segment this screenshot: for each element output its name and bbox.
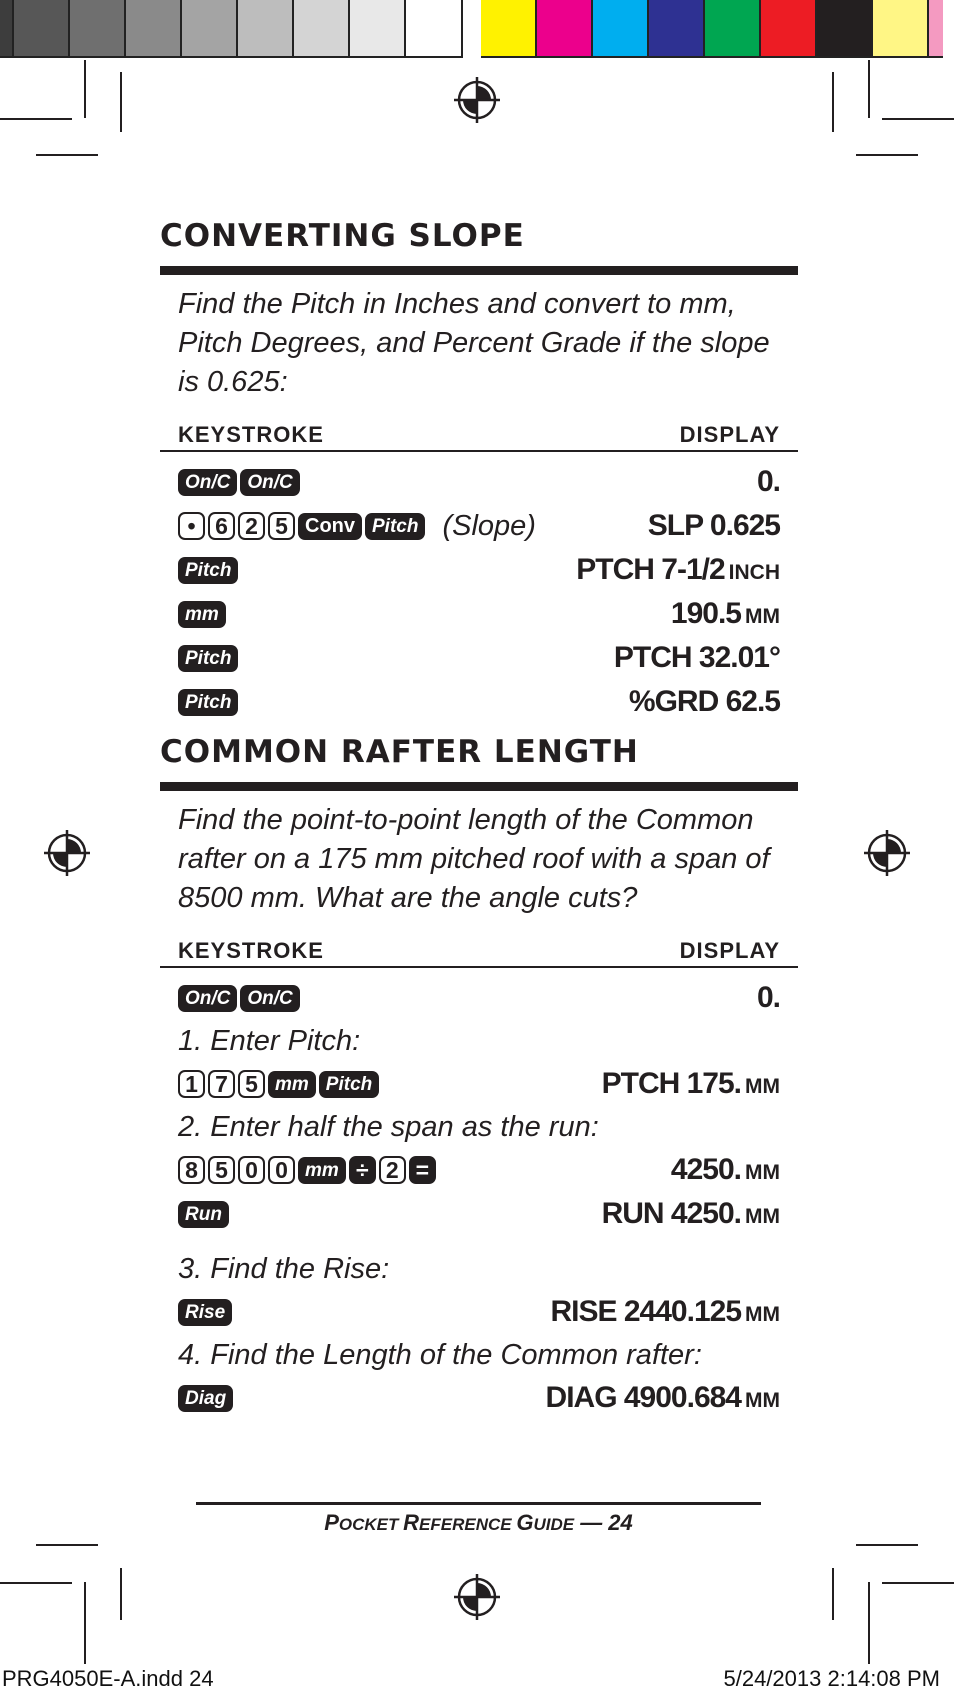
crop-mark bbox=[120, 72, 122, 132]
keystroke-row bbox=[160, 1192, 798, 1236]
display-value: 0. bbox=[756, 465, 780, 498]
color-bar bbox=[0, 0, 954, 60]
display-number: DIAG 4900.684 bbox=[545, 1381, 741, 1414]
registration-mark-icon bbox=[863, 829, 911, 877]
crop-mark bbox=[882, 118, 954, 120]
swatch bbox=[70, 0, 126, 58]
slope-note: (Slope) bbox=[442, 509, 536, 542]
crop-mark bbox=[882, 1582, 954, 1584]
page-content bbox=[160, 218, 798, 1420]
crop-mark bbox=[832, 72, 834, 132]
step-label: 4. Find the Length of the Common rafter: bbox=[178, 1339, 702, 1371]
step-label: 2. Enter half the span as the run: bbox=[178, 1111, 599, 1143]
on-c-key: On/C bbox=[178, 985, 237, 1012]
digit-key: 7 bbox=[208, 1070, 235, 1098]
display-unit: MM bbox=[745, 1161, 780, 1184]
display-header: DISPLAY bbox=[679, 422, 780, 447]
key-sequence bbox=[178, 469, 300, 496]
swatch bbox=[238, 0, 294, 58]
registration-mark-icon bbox=[453, 1573, 501, 1621]
keystroke-row bbox=[160, 1376, 798, 1420]
swatch bbox=[593, 0, 649, 58]
footer-word: P bbox=[324, 1510, 339, 1535]
diag-key: Diag bbox=[178, 1385, 233, 1412]
page-footer bbox=[196, 1510, 761, 1536]
digit-key: 8 bbox=[178, 1156, 205, 1184]
display-number: RISE 2440.125 bbox=[550, 1295, 741, 1328]
mm-key: mm bbox=[268, 1071, 316, 1098]
crop-mark bbox=[120, 1568, 122, 1620]
display-value: 0. bbox=[756, 981, 780, 1014]
section-title: CONVERTING SLOPE bbox=[160, 218, 525, 254]
footer-word: G bbox=[516, 1510, 534, 1535]
display-value bbox=[546, 1381, 780, 1415]
table-header bbox=[160, 938, 798, 964]
crop-mark bbox=[832, 1568, 834, 1620]
keystroke-header: KEYSTROKE bbox=[178, 422, 324, 447]
crop-mark bbox=[868, 60, 870, 118]
footer-word: R bbox=[403, 1510, 420, 1535]
page-number: — 24 bbox=[574, 1510, 633, 1535]
display-number: PTCH 175. bbox=[601, 1067, 741, 1100]
display-value: PTCH 32.01° bbox=[613, 641, 780, 674]
on-c-key: On/C bbox=[240, 469, 299, 496]
key-sequence bbox=[178, 1156, 436, 1184]
digit-key: 6 bbox=[208, 512, 235, 540]
display-number: 190.5 bbox=[670, 597, 741, 630]
display-number: 4250. bbox=[670, 1153, 741, 1186]
digit-key: 2 bbox=[238, 512, 265, 540]
swatch bbox=[0, 0, 14, 58]
section-title: COMMON RAFTER LENGTH bbox=[160, 734, 639, 770]
swatch bbox=[481, 0, 537, 58]
section-rule bbox=[160, 782, 798, 791]
mm-key: mm bbox=[178, 601, 226, 628]
problem-statement: Find the Pitch in Inches and convert to mm, Pitch Degrees, and Percent Grade if the slope is 0.625: bbox=[178, 288, 770, 398]
footer-word: UIDE bbox=[533, 1515, 575, 1534]
crop-mark bbox=[856, 1544, 918, 1546]
key-sequence bbox=[178, 689, 238, 716]
display-header: DISPLAY bbox=[679, 938, 780, 963]
display-unit: MM bbox=[745, 605, 780, 628]
on-c-key: On/C bbox=[240, 985, 299, 1012]
digit-key: 2 bbox=[379, 1156, 406, 1184]
registration-mark-icon bbox=[453, 76, 501, 124]
keystroke-row bbox=[160, 1148, 798, 1192]
key-sequence bbox=[178, 645, 238, 672]
swatch bbox=[294, 0, 350, 58]
display-number: RUN 4250. bbox=[601, 1197, 741, 1230]
keystroke-row bbox=[160, 460, 798, 504]
display-unit: MM bbox=[745, 1389, 780, 1412]
swatch bbox=[705, 0, 761, 58]
keystroke-row bbox=[160, 1062, 798, 1106]
display-value bbox=[602, 1067, 780, 1101]
footer-rule bbox=[196, 1502, 761, 1505]
key-sequence bbox=[178, 1201, 229, 1228]
digit-key: 5 bbox=[208, 1156, 235, 1184]
key-sequence bbox=[178, 1070, 379, 1098]
digit-key: 1 bbox=[178, 1070, 205, 1098]
problem-statement: Find the point-to-point length of the Common rafter on a 175 mm pitched roof with a span of 8500 mm. What are the angle cuts? bbox=[178, 804, 770, 914]
display-unit: MM bbox=[745, 1205, 780, 1228]
swatch bbox=[929, 0, 943, 58]
rise-key: Rise bbox=[178, 1299, 232, 1326]
display-value bbox=[551, 1295, 780, 1329]
swatch-gap bbox=[463, 0, 481, 60]
key-sequence bbox=[178, 601, 226, 628]
digit-key: 5 bbox=[268, 512, 295, 540]
display-value bbox=[671, 1153, 780, 1187]
keystroke-row bbox=[160, 680, 798, 724]
keystroke-row bbox=[160, 1290, 798, 1334]
digit-key: 0 bbox=[238, 1156, 265, 1184]
crop-mark bbox=[0, 1582, 72, 1584]
crop-mark bbox=[84, 1582, 86, 1664]
registration-mark-icon bbox=[43, 829, 91, 877]
decimal-key: • bbox=[178, 512, 205, 540]
crop-mark bbox=[868, 1582, 870, 1664]
key-sequence bbox=[178, 985, 300, 1012]
footer-word: EFERENCE bbox=[419, 1515, 517, 1534]
crop-mark bbox=[856, 154, 918, 156]
crop-mark bbox=[36, 1544, 98, 1546]
step-label: 3. Find the Rise: bbox=[178, 1253, 390, 1285]
run-key: Run bbox=[178, 1201, 229, 1228]
swatch bbox=[873, 0, 929, 58]
keystroke-row bbox=[160, 548, 798, 592]
display-value: SLP 0.625 bbox=[647, 509, 780, 542]
conv-key: Conv bbox=[298, 513, 362, 540]
swatch bbox=[14, 0, 70, 58]
display-value bbox=[671, 597, 780, 631]
crop-mark bbox=[84, 60, 86, 118]
keystroke-row bbox=[160, 636, 798, 680]
keystroke-row bbox=[160, 592, 798, 636]
mm-key: mm bbox=[298, 1157, 346, 1184]
swatch bbox=[350, 0, 406, 58]
digit-key: 0 bbox=[268, 1156, 295, 1184]
pitch-key: Pitch bbox=[365, 513, 425, 540]
pitch-key: Pitch bbox=[319, 1071, 379, 1098]
swatch bbox=[182, 0, 238, 58]
display-number: PTCH 7-1/2 bbox=[576, 553, 725, 586]
display-value bbox=[576, 553, 780, 587]
display-unit: MM bbox=[745, 1075, 780, 1098]
pitch-key: Pitch bbox=[178, 645, 238, 672]
display-value: %GRD 62.5 bbox=[628, 685, 780, 718]
pitch-key: Pitch bbox=[178, 689, 238, 716]
key-sequence bbox=[178, 510, 536, 543]
step-label: 1. Enter Pitch: bbox=[178, 1025, 361, 1057]
key-sequence bbox=[178, 1385, 233, 1412]
digit-key: 5 bbox=[238, 1070, 265, 1098]
key-sequence bbox=[178, 557, 238, 584]
footer-word: OCKET bbox=[338, 1515, 404, 1534]
display-unit: MM bbox=[745, 1303, 780, 1326]
equals-key: = bbox=[409, 1156, 436, 1184]
swatch bbox=[126, 0, 182, 58]
swatch bbox=[761, 0, 817, 58]
keystroke-row bbox=[160, 504, 798, 548]
table-header bbox=[160, 422, 798, 448]
slug-date: 5/24/2013 2:14:08 PM bbox=[723, 1666, 940, 1691]
divide-key: ÷ bbox=[349, 1156, 376, 1184]
on-c-key: On/C bbox=[178, 469, 237, 496]
swatch bbox=[817, 0, 873, 58]
slug-file: PRG4050E-A.indd 24 bbox=[2, 1666, 214, 1691]
display-value bbox=[602, 1197, 780, 1231]
crop-mark bbox=[36, 154, 98, 156]
swatch bbox=[406, 0, 463, 58]
key-sequence bbox=[178, 1299, 232, 1326]
section-rule bbox=[160, 266, 798, 275]
swatch bbox=[537, 0, 593, 58]
swatch bbox=[649, 0, 705, 58]
keystroke-row bbox=[160, 976, 798, 1020]
keystroke-header: KEYSTROKE bbox=[178, 938, 324, 963]
display-unit: INCH bbox=[728, 561, 780, 584]
pitch-key: Pitch bbox=[178, 557, 238, 584]
crop-mark bbox=[0, 118, 72, 120]
